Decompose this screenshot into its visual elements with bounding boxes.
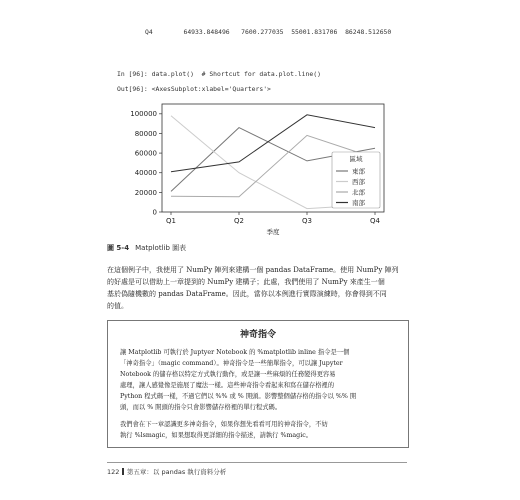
y-tick-label: 20000 bbox=[134, 188, 157, 197]
legend-label: 北部 bbox=[352, 188, 365, 197]
legend-title: 區域 bbox=[349, 155, 363, 163]
tip-line: Python 程式碼一樣，不過它們以 %% 或 % 開頭。影響整個儲存格的指令以 %% 開 bbox=[120, 393, 357, 400]
x-tick-label: Q3 bbox=[302, 217, 312, 225]
tip-line: Notebook 的儲存格以特定方式執行動作，或是讓一些麻煩的任務變得更容易 bbox=[120, 371, 336, 378]
footer-separator bbox=[122, 468, 124, 475]
x-tick-label: Q2 bbox=[234, 217, 244, 225]
figure-caption bbox=[107, 243, 186, 253]
tip-paragraph-2 bbox=[120, 419, 398, 441]
figure-number: 圖 5-4 bbox=[107, 244, 130, 252]
figure-title: Matplotlib 圖表 bbox=[135, 244, 187, 252]
paragraph-line: 在這個例子中，我使用了 NumPy 陣列來建構一個 pandas DataFrame。使用 NumPy 陣列 bbox=[107, 266, 399, 274]
line-chart bbox=[120, 100, 390, 240]
chapter-title: 第五章：以 pandas 執行資料分析 bbox=[126, 468, 227, 476]
paragraph-line: 基於偽隨機數的 pandas DataFrame。因此，當你以本例進行實際演練時，你會得到不同 bbox=[107, 290, 387, 298]
x-axis-label: 季度 bbox=[266, 228, 280, 236]
tip-line: 處理，讓人感覺像是施展了魔法一樣。這些神奇指令看起來和寫在儲存格裡的 bbox=[120, 382, 335, 389]
body-paragraph bbox=[107, 264, 412, 312]
tip-line: 「神奇指令」（magic command）。神奇指令是一些簡單指令，可以讓 Jupyter bbox=[120, 360, 343, 367]
y-tick-label: 40000 bbox=[134, 169, 157, 178]
line-chart-svg bbox=[120, 100, 390, 240]
legend-label: 東部 bbox=[352, 167, 365, 176]
tip-line: 讓 Matplotlib 可執行於 Juptyer Notebook 的 %matplotlib inline 指令是一個 bbox=[120, 349, 350, 356]
tip-title: 神奇指令 bbox=[239, 330, 276, 340]
code-input-line: In [96]: data.plot() # Shortcut for data.plot.line() bbox=[117, 70, 321, 78]
footer-rule bbox=[107, 462, 407, 463]
y-tick-label: 100000 bbox=[130, 110, 157, 119]
tip-box bbox=[107, 320, 409, 448]
page-number: 122 bbox=[107, 468, 120, 476]
paragraph-line: 的好處是可以借助上一章提到的 NumPy 建構子；此處，我們使用了 NumPy 來產生一個 bbox=[107, 278, 385, 286]
x-tick-label: Q1 bbox=[166, 217, 176, 225]
code-output-row-q4: Q4 64933.848496 7600.277035 55001.831706 86248.512650 bbox=[145, 28, 392, 36]
tip-line: 頭，而以 % 開頭的指令只會影響儲存格裡的單行程式碼。 bbox=[120, 404, 282, 411]
tip-line: 我們會在下一章認識更多神奇指令，如果你想先看看可用的神奇指令，不妨 bbox=[120, 421, 328, 428]
legend-label: 西部 bbox=[352, 177, 365, 186]
y-tick-label: 60000 bbox=[134, 149, 157, 158]
y-tick-label: 0 bbox=[152, 208, 157, 217]
legend-label: 南部 bbox=[352, 198, 365, 207]
x-tick-label: Q4 bbox=[370, 217, 380, 225]
code-output-line: Out[96]: <AxesSubplot:xlabel='Quarters'> bbox=[117, 85, 271, 93]
paragraph-line: 的值。 bbox=[107, 302, 128, 310]
tip-line: 執行 %lsmagic，如果想取得更詳細的指令描述，請執行 %magic。 bbox=[120, 432, 313, 439]
y-tick-label: 80000 bbox=[134, 129, 157, 138]
tip-paragraph-1 bbox=[120, 347, 398, 413]
page-footer bbox=[107, 467, 226, 476]
